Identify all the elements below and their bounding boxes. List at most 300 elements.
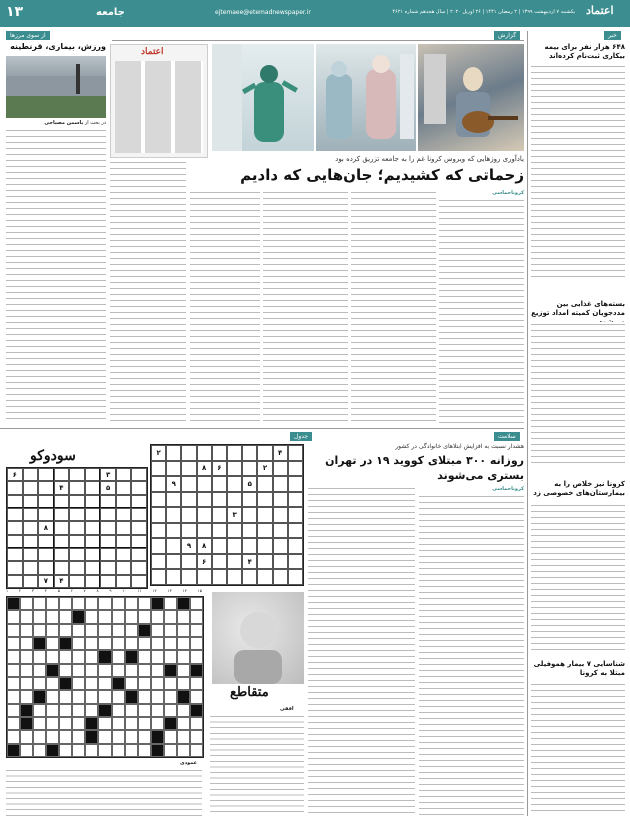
crossword-cell[interactable] <box>59 704 72 717</box>
puzzle-cell[interactable] <box>166 523 181 539</box>
puzzle-cell[interactable] <box>273 507 288 523</box>
crossword-cell[interactable] <box>125 597 138 610</box>
crossword-cell[interactable] <box>98 744 111 757</box>
puzzle-cell[interactable] <box>257 523 272 539</box>
crossword-cell[interactable] <box>112 730 125 743</box>
puzzle-cell[interactable] <box>242 569 257 585</box>
crossword-cell[interactable] <box>138 677 151 690</box>
sudoku-cell[interactable] <box>23 548 39 561</box>
sudoku-cell[interactable] <box>116 575 132 588</box>
puzzle-cell[interactable] <box>273 523 288 539</box>
crossword-cell[interactable] <box>112 717 125 730</box>
crossword-cell[interactable] <box>177 664 190 677</box>
crossword-cell[interactable] <box>59 610 72 623</box>
crossword-cell[interactable] <box>20 637 33 650</box>
crossword-cell[interactable] <box>112 637 125 650</box>
crossword-cell[interactable] <box>72 597 85 610</box>
crossword-cell[interactable] <box>20 730 33 743</box>
crossword-cell[interactable] <box>98 637 111 650</box>
crossword-cell[interactable] <box>164 637 177 650</box>
sudoku-cell[interactable] <box>69 535 85 548</box>
sudoku-cell[interactable] <box>116 481 132 494</box>
puzzle-cell[interactable] <box>197 476 212 492</box>
crossword-cell[interactable] <box>164 597 177 610</box>
crossword-cell[interactable] <box>59 650 72 663</box>
crossword-cell[interactable] <box>98 664 111 677</box>
crossword-cell[interactable] <box>20 677 33 690</box>
crossword-cell[interactable] <box>190 624 203 637</box>
puzzle-cell[interactable] <box>273 554 288 570</box>
sudoku-cell[interactable]: ۴ <box>54 481 70 494</box>
crossword-cell[interactable] <box>33 704 46 717</box>
crossword-cell[interactable] <box>7 730 20 743</box>
puzzle-cell[interactable]: ۹ <box>181 538 196 554</box>
crossword-cell[interactable] <box>85 690 98 703</box>
crossword-cell[interactable] <box>33 610 46 623</box>
puzzle-cell[interactable] <box>181 569 196 585</box>
sudoku-cell[interactable] <box>23 575 39 588</box>
crossword-cell[interactable] <box>112 704 125 717</box>
puzzle-cell[interactable] <box>227 492 242 508</box>
puzzle-cell[interactable] <box>227 445 242 461</box>
crossword-cell[interactable] <box>85 610 98 623</box>
sudoku-cell[interactable] <box>7 521 23 534</box>
crossword-cell[interactable] <box>7 717 20 730</box>
puzzle-cell[interactable] <box>151 569 166 585</box>
puzzle-cell[interactable] <box>212 476 227 492</box>
sudoku-cell[interactable] <box>23 481 39 494</box>
puzzle-cell[interactable] <box>181 445 196 461</box>
sudoku-cell[interactable] <box>23 521 39 534</box>
crossword-grid[interactable] <box>6 596 204 758</box>
puzzle-cell[interactable] <box>257 538 272 554</box>
crossword-cell[interactable] <box>151 677 164 690</box>
crossword-cell[interactable] <box>59 690 72 703</box>
crossword-cell[interactable] <box>151 650 164 663</box>
puzzle-cell[interactable] <box>288 476 303 492</box>
sudoku-cell[interactable] <box>85 481 101 494</box>
puzzle-cell[interactable] <box>181 523 196 539</box>
crossword-cell[interactable] <box>98 690 111 703</box>
crossword-cell[interactable] <box>46 730 59 743</box>
sudoku-cell[interactable]: ۶ <box>7 468 23 481</box>
crossword-cell[interactable] <box>46 637 59 650</box>
sudoku-cell[interactable] <box>85 521 101 534</box>
crossword-cell[interactable] <box>190 637 203 650</box>
crossword-cell[interactable] <box>46 597 59 610</box>
sudoku-cell[interactable] <box>38 548 54 561</box>
sudoku-cell[interactable] <box>131 481 147 494</box>
puzzle-cell[interactable] <box>181 554 196 570</box>
puzzle-cell[interactable] <box>273 461 288 477</box>
crossword-cell[interactable] <box>46 650 59 663</box>
puzzle-cell[interactable]: ۲ <box>257 461 272 477</box>
puzzle-cell[interactable] <box>288 523 303 539</box>
sudoku-cell[interactable] <box>7 481 23 494</box>
crossword-cell[interactable] <box>98 730 111 743</box>
sudoku-cell[interactable] <box>85 548 101 561</box>
puzzle-cell[interactable] <box>181 507 196 523</box>
sudoku-cell[interactable]: ۷ <box>38 575 54 588</box>
sudoku-cell[interactable]: ۸ <box>38 521 54 534</box>
sudoku-cell[interactable] <box>131 495 147 508</box>
crossword-cell[interactable] <box>112 624 125 637</box>
sudoku-cell[interactable] <box>38 481 54 494</box>
sudoku-cell[interactable] <box>131 561 147 574</box>
sudoku-cell[interactable] <box>116 495 132 508</box>
crossword-cell[interactable] <box>164 690 177 703</box>
crossword-cell[interactable] <box>7 664 20 677</box>
crossword-cell[interactable] <box>7 624 20 637</box>
puzzle-cell[interactable] <box>242 492 257 508</box>
puzzle-cell[interactable] <box>151 476 166 492</box>
sudoku-cell[interactable] <box>116 548 132 561</box>
crossword-cell[interactable] <box>112 650 125 663</box>
sudoku-cell[interactable] <box>131 548 147 561</box>
puzzle-cell[interactable] <box>151 554 166 570</box>
crossword-cell[interactable] <box>20 690 33 703</box>
crossword-cell[interactable] <box>138 717 151 730</box>
puzzle-cell[interactable] <box>273 538 288 554</box>
crossword-cell[interactable] <box>190 610 203 623</box>
crossword-cell[interactable] <box>72 744 85 757</box>
puzzle-cell[interactable] <box>288 554 303 570</box>
story1-title[interactable]: ۶۴۸ هزار نفر برای بیمه بیکاری ثبت‌نام کرده‌اند <box>544 43 625 60</box>
crossword-cell[interactable] <box>125 624 138 637</box>
sudoku-cell[interactable] <box>7 495 23 508</box>
sudoku-cell[interactable] <box>38 535 54 548</box>
crossword-cell[interactable] <box>98 624 111 637</box>
puzzle-cell[interactable] <box>197 492 212 508</box>
sudoku-cell[interactable] <box>116 535 132 548</box>
puzzle-cell[interactable] <box>227 523 242 539</box>
crossword-cell[interactable] <box>33 664 46 677</box>
crossword-cell[interactable] <box>33 597 46 610</box>
puzzle-cell[interactable] <box>166 554 181 570</box>
puzzle-cell[interactable] <box>166 538 181 554</box>
crossword-cell[interactable] <box>59 597 72 610</box>
crossword-cell[interactable] <box>164 744 177 757</box>
sudoku-cell[interactable] <box>85 535 101 548</box>
crossword-cell[interactable] <box>20 664 33 677</box>
crossword-cell[interactable] <box>85 704 98 717</box>
crossword-cell[interactable] <box>59 730 72 743</box>
crossword-cell[interactable] <box>177 744 190 757</box>
puzzle-cell[interactable] <box>181 461 196 477</box>
puzzle-cell[interactable]: ۸ <box>197 461 212 477</box>
sudoku-cell[interactable] <box>7 575 23 588</box>
puzzle-cell[interactable] <box>257 492 272 508</box>
crossword-cell[interactable] <box>98 610 111 623</box>
sudoku-cell[interactable] <box>100 495 116 508</box>
crossword-cell[interactable] <box>151 624 164 637</box>
sudoku-cell[interactable] <box>100 521 116 534</box>
puzzle-cell[interactable] <box>242 507 257 523</box>
crossword-cell[interactable] <box>190 690 203 703</box>
puzzle-cell[interactable] <box>273 569 288 585</box>
sudoku-grid[interactable] <box>6 467 148 589</box>
crossword-cell[interactable] <box>7 637 20 650</box>
sudoku-cell[interactable] <box>69 575 85 588</box>
puzzle-cell[interactable]: ۲ <box>151 445 166 461</box>
crossword-cell[interactable] <box>72 650 85 663</box>
crossword-cell[interactable] <box>46 717 59 730</box>
puzzle-cell[interactable] <box>288 569 303 585</box>
puzzle-cell[interactable] <box>257 507 272 523</box>
crossword-cell[interactable] <box>177 704 190 717</box>
crossword-cell[interactable] <box>138 664 151 677</box>
crossword-cell[interactable] <box>7 610 20 623</box>
crossword-cell[interactable] <box>190 677 203 690</box>
crossword-cell[interactable] <box>72 704 85 717</box>
puzzle-cell[interactable] <box>212 445 227 461</box>
puzzle-cell[interactable] <box>242 445 257 461</box>
crossword-cell[interactable] <box>72 677 85 690</box>
crossword-cell[interactable] <box>138 690 151 703</box>
puzzle-cell[interactable] <box>166 461 181 477</box>
puzzle-cell[interactable] <box>166 569 181 585</box>
crossword-cell[interactable] <box>7 690 20 703</box>
crossword-cell[interactable] <box>98 597 111 610</box>
crossword-cell[interactable] <box>20 610 33 623</box>
crossword-cell[interactable] <box>177 650 190 663</box>
puzzle-cell[interactable] <box>151 538 166 554</box>
sudoku-cell[interactable] <box>54 521 70 534</box>
sudoku-cell[interactable] <box>131 468 147 481</box>
sudoku-cell[interactable] <box>69 481 85 494</box>
crossword-cell[interactable] <box>151 610 164 623</box>
puzzle-cell[interactable] <box>227 569 242 585</box>
sudoku-cell[interactable] <box>100 548 116 561</box>
crossword-cell[interactable] <box>151 664 164 677</box>
puzzle-cell[interactable] <box>212 554 227 570</box>
sudoku-cell[interactable] <box>100 561 116 574</box>
sudoku-cell[interactable] <box>69 508 85 521</box>
puzzle-cell[interactable] <box>212 507 227 523</box>
puzzle-cell[interactable] <box>257 569 272 585</box>
puzzle-cell[interactable] <box>212 523 227 539</box>
sudoku-cell[interactable] <box>116 508 132 521</box>
sudoku-cell[interactable] <box>23 468 39 481</box>
crossword-cell[interactable] <box>164 704 177 717</box>
puzzle-cell[interactable] <box>273 476 288 492</box>
puzzle-cell[interactable] <box>166 507 181 523</box>
sudoku-cell[interactable] <box>54 548 70 561</box>
puzzle-cell[interactable] <box>197 445 212 461</box>
crossword-cell[interactable] <box>190 650 203 663</box>
sudoku-cell[interactable]: ۳ <box>100 468 116 481</box>
crossword-cell[interactable] <box>59 717 72 730</box>
sudoku-cell[interactable] <box>85 561 101 574</box>
crossword-cell[interactable] <box>151 637 164 650</box>
puzzle-cell[interactable] <box>288 492 303 508</box>
sudoku-cell[interactable] <box>54 561 70 574</box>
sudoku-cell[interactable] <box>38 495 54 508</box>
crossword-cell[interactable] <box>125 610 138 623</box>
puzzle-cell[interactable] <box>257 476 272 492</box>
crossword-cell[interactable] <box>20 597 33 610</box>
crossword-cell[interactable] <box>151 690 164 703</box>
puzzle-cell[interactable] <box>197 569 212 585</box>
puzzle-cell[interactable] <box>288 538 303 554</box>
sudoku-cell[interactable] <box>54 508 70 521</box>
crossword-cell[interactable] <box>138 730 151 743</box>
crossword-cell[interactable] <box>33 717 46 730</box>
puzzle-cell[interactable] <box>197 507 212 523</box>
crossword-cell[interactable] <box>72 730 85 743</box>
puzzle-cell[interactable]: ۶ <box>212 461 227 477</box>
puzzle-cell[interactable] <box>273 492 288 508</box>
puzzle-cell[interactable] <box>151 492 166 508</box>
sudoku-cell[interactable] <box>38 508 54 521</box>
sudoku-cell[interactable] <box>69 548 85 561</box>
crossword-cell[interactable] <box>72 690 85 703</box>
story4-title[interactable]: شناسایی ۷ بیمار هموفیلی مبتلا به کرونا <box>533 660 625 677</box>
story3-title[interactable]: کرونا نیز خلاص را به بیمارستان‌های خصوصی زد <box>533 480 625 497</box>
crossword-cell[interactable] <box>20 624 33 637</box>
sudoku-cell[interactable] <box>116 468 132 481</box>
crossword-cell[interactable] <box>112 610 125 623</box>
crossword-cell[interactable] <box>138 650 151 663</box>
crossword-cell[interactable] <box>125 704 138 717</box>
puzzle-cell[interactable] <box>257 445 272 461</box>
sudoku-cell[interactable] <box>54 535 70 548</box>
crossword-cell[interactable] <box>20 650 33 663</box>
crossword-cell[interactable] <box>125 637 138 650</box>
sudoku-cell[interactable] <box>69 495 85 508</box>
puzzle-cell[interactable] <box>212 538 227 554</box>
number-puzzle-grid[interactable] <box>150 444 304 586</box>
sudoku-cell[interactable] <box>54 495 70 508</box>
crossword-cell[interactable] <box>177 637 190 650</box>
crossword-cell[interactable] <box>72 624 85 637</box>
crossword-cell[interactable] <box>33 730 46 743</box>
left-feature-title[interactable]: ورزش، بیماری، قرنطینه <box>10 42 106 51</box>
crossword-cell[interactable] <box>138 610 151 623</box>
report-title[interactable]: زحماتی که کشیدیم؛ جان‌هایی که دادیم <box>240 166 524 184</box>
crossword-cell[interactable] <box>164 730 177 743</box>
sudoku-cell[interactable] <box>85 508 101 521</box>
crossword-cell[interactable] <box>125 744 138 757</box>
crossword-cell[interactable] <box>7 677 20 690</box>
crossword-cell[interactable] <box>125 717 138 730</box>
sudoku-cell[interactable] <box>7 548 23 561</box>
crossword-cell[interactable] <box>151 704 164 717</box>
sudoku-cell[interactable] <box>131 508 147 521</box>
puzzle-cell[interactable] <box>212 569 227 585</box>
crossword-cell[interactable] <box>59 744 72 757</box>
crossword-cell[interactable] <box>46 610 59 623</box>
sudoku-cell[interactable] <box>7 561 23 574</box>
crossword-cell[interactable] <box>164 677 177 690</box>
sudoku-cell[interactable] <box>116 521 132 534</box>
crossword-cell[interactable] <box>72 717 85 730</box>
crossword-cell[interactable] <box>33 650 46 663</box>
sudoku-cell[interactable] <box>7 535 23 548</box>
crossword-cell[interactable] <box>112 744 125 757</box>
puzzle-cell[interactable] <box>288 507 303 523</box>
crossword-cell[interactable] <box>177 677 190 690</box>
sudoku-cell[interactable] <box>23 535 39 548</box>
crossword-cell[interactable] <box>164 624 177 637</box>
crossword-cell[interactable] <box>151 717 164 730</box>
sudoku-cell[interactable] <box>23 495 39 508</box>
crossword-cell[interactable] <box>112 597 125 610</box>
sudoku-cell[interactable] <box>131 521 147 534</box>
puzzle-cell[interactable] <box>181 492 196 508</box>
sudoku-cell[interactable] <box>38 468 54 481</box>
crossword-cell[interactable] <box>190 730 203 743</box>
sudoku-cell[interactable]: ۵ <box>100 481 116 494</box>
crossword-cell[interactable] <box>85 744 98 757</box>
puzzle-cell[interactable]: ۴ <box>242 554 257 570</box>
crossword-cell[interactable] <box>59 624 72 637</box>
sudoku-cell[interactable] <box>85 575 101 588</box>
crossword-cell[interactable] <box>177 717 190 730</box>
crossword-cell[interactable] <box>112 664 125 677</box>
puzzle-cell[interactable]: ۶ <box>197 554 212 570</box>
crossword-cell[interactable] <box>190 717 203 730</box>
crossword-cell[interactable] <box>85 597 98 610</box>
crossword-cell[interactable] <box>112 690 125 703</box>
sudoku-cell[interactable] <box>69 521 85 534</box>
crossword-cell[interactable] <box>177 730 190 743</box>
crossword-cell[interactable] <box>59 664 72 677</box>
sudoku-cell[interactable] <box>23 508 39 521</box>
crossword-cell[interactable] <box>138 637 151 650</box>
health-title[interactable]: روزانه ۳۰۰ مبتلای کووید ۱۹ در تهران بستری می‌شوند <box>325 454 524 482</box>
crossword-cell[interactable] <box>85 624 98 637</box>
crossword-cell[interactable] <box>85 664 98 677</box>
crossword-cell[interactable] <box>177 610 190 623</box>
sudoku-cell[interactable] <box>100 535 116 548</box>
puzzle-cell[interactable] <box>166 445 181 461</box>
puzzle-cell[interactable] <box>166 492 181 508</box>
sudoku-cell[interactable] <box>23 561 39 574</box>
crossword-cell[interactable] <box>125 730 138 743</box>
sudoku-cell[interactable] <box>131 535 147 548</box>
puzzle-cell[interactable] <box>227 461 242 477</box>
crossword-cell[interactable] <box>7 650 20 663</box>
story2-title[interactable]: بسته‌های غذایی بین مددجویان کمیته امداد توزیع <box>531 300 625 317</box>
crossword-cell[interactable] <box>85 637 98 650</box>
crossword-cell[interactable] <box>33 677 46 690</box>
puzzle-cell[interactable] <box>288 461 303 477</box>
sudoku-cell[interactable] <box>100 508 116 521</box>
crossword-cell[interactable] <box>98 717 111 730</box>
puzzle-cell[interactable]: ۵ <box>242 476 257 492</box>
sudoku-cell[interactable] <box>85 495 101 508</box>
crossword-cell[interactable] <box>164 650 177 663</box>
sudoku-cell[interactable] <box>116 561 132 574</box>
sudoku-cell[interactable] <box>38 561 54 574</box>
crossword-cell[interactable] <box>138 597 151 610</box>
crossword-cell[interactable] <box>98 677 111 690</box>
crossword-cell[interactable] <box>190 744 203 757</box>
author-name[interactable]: یاسمن مصباحی <box>44 120 84 126</box>
sudoku-cell[interactable] <box>69 468 85 481</box>
puzzle-cell[interactable] <box>151 461 166 477</box>
crossword-cell[interactable] <box>85 677 98 690</box>
puzzle-cell[interactable] <box>288 445 303 461</box>
crossword-cell[interactable] <box>125 664 138 677</box>
puzzle-cell[interactable] <box>227 554 242 570</box>
sudoku-cell[interactable] <box>69 561 85 574</box>
puzzle-cell[interactable] <box>257 554 272 570</box>
puzzle-cell[interactable] <box>197 523 212 539</box>
sudoku-cell[interactable]: ۴ <box>54 575 70 588</box>
crossword-cell[interactable] <box>85 650 98 663</box>
